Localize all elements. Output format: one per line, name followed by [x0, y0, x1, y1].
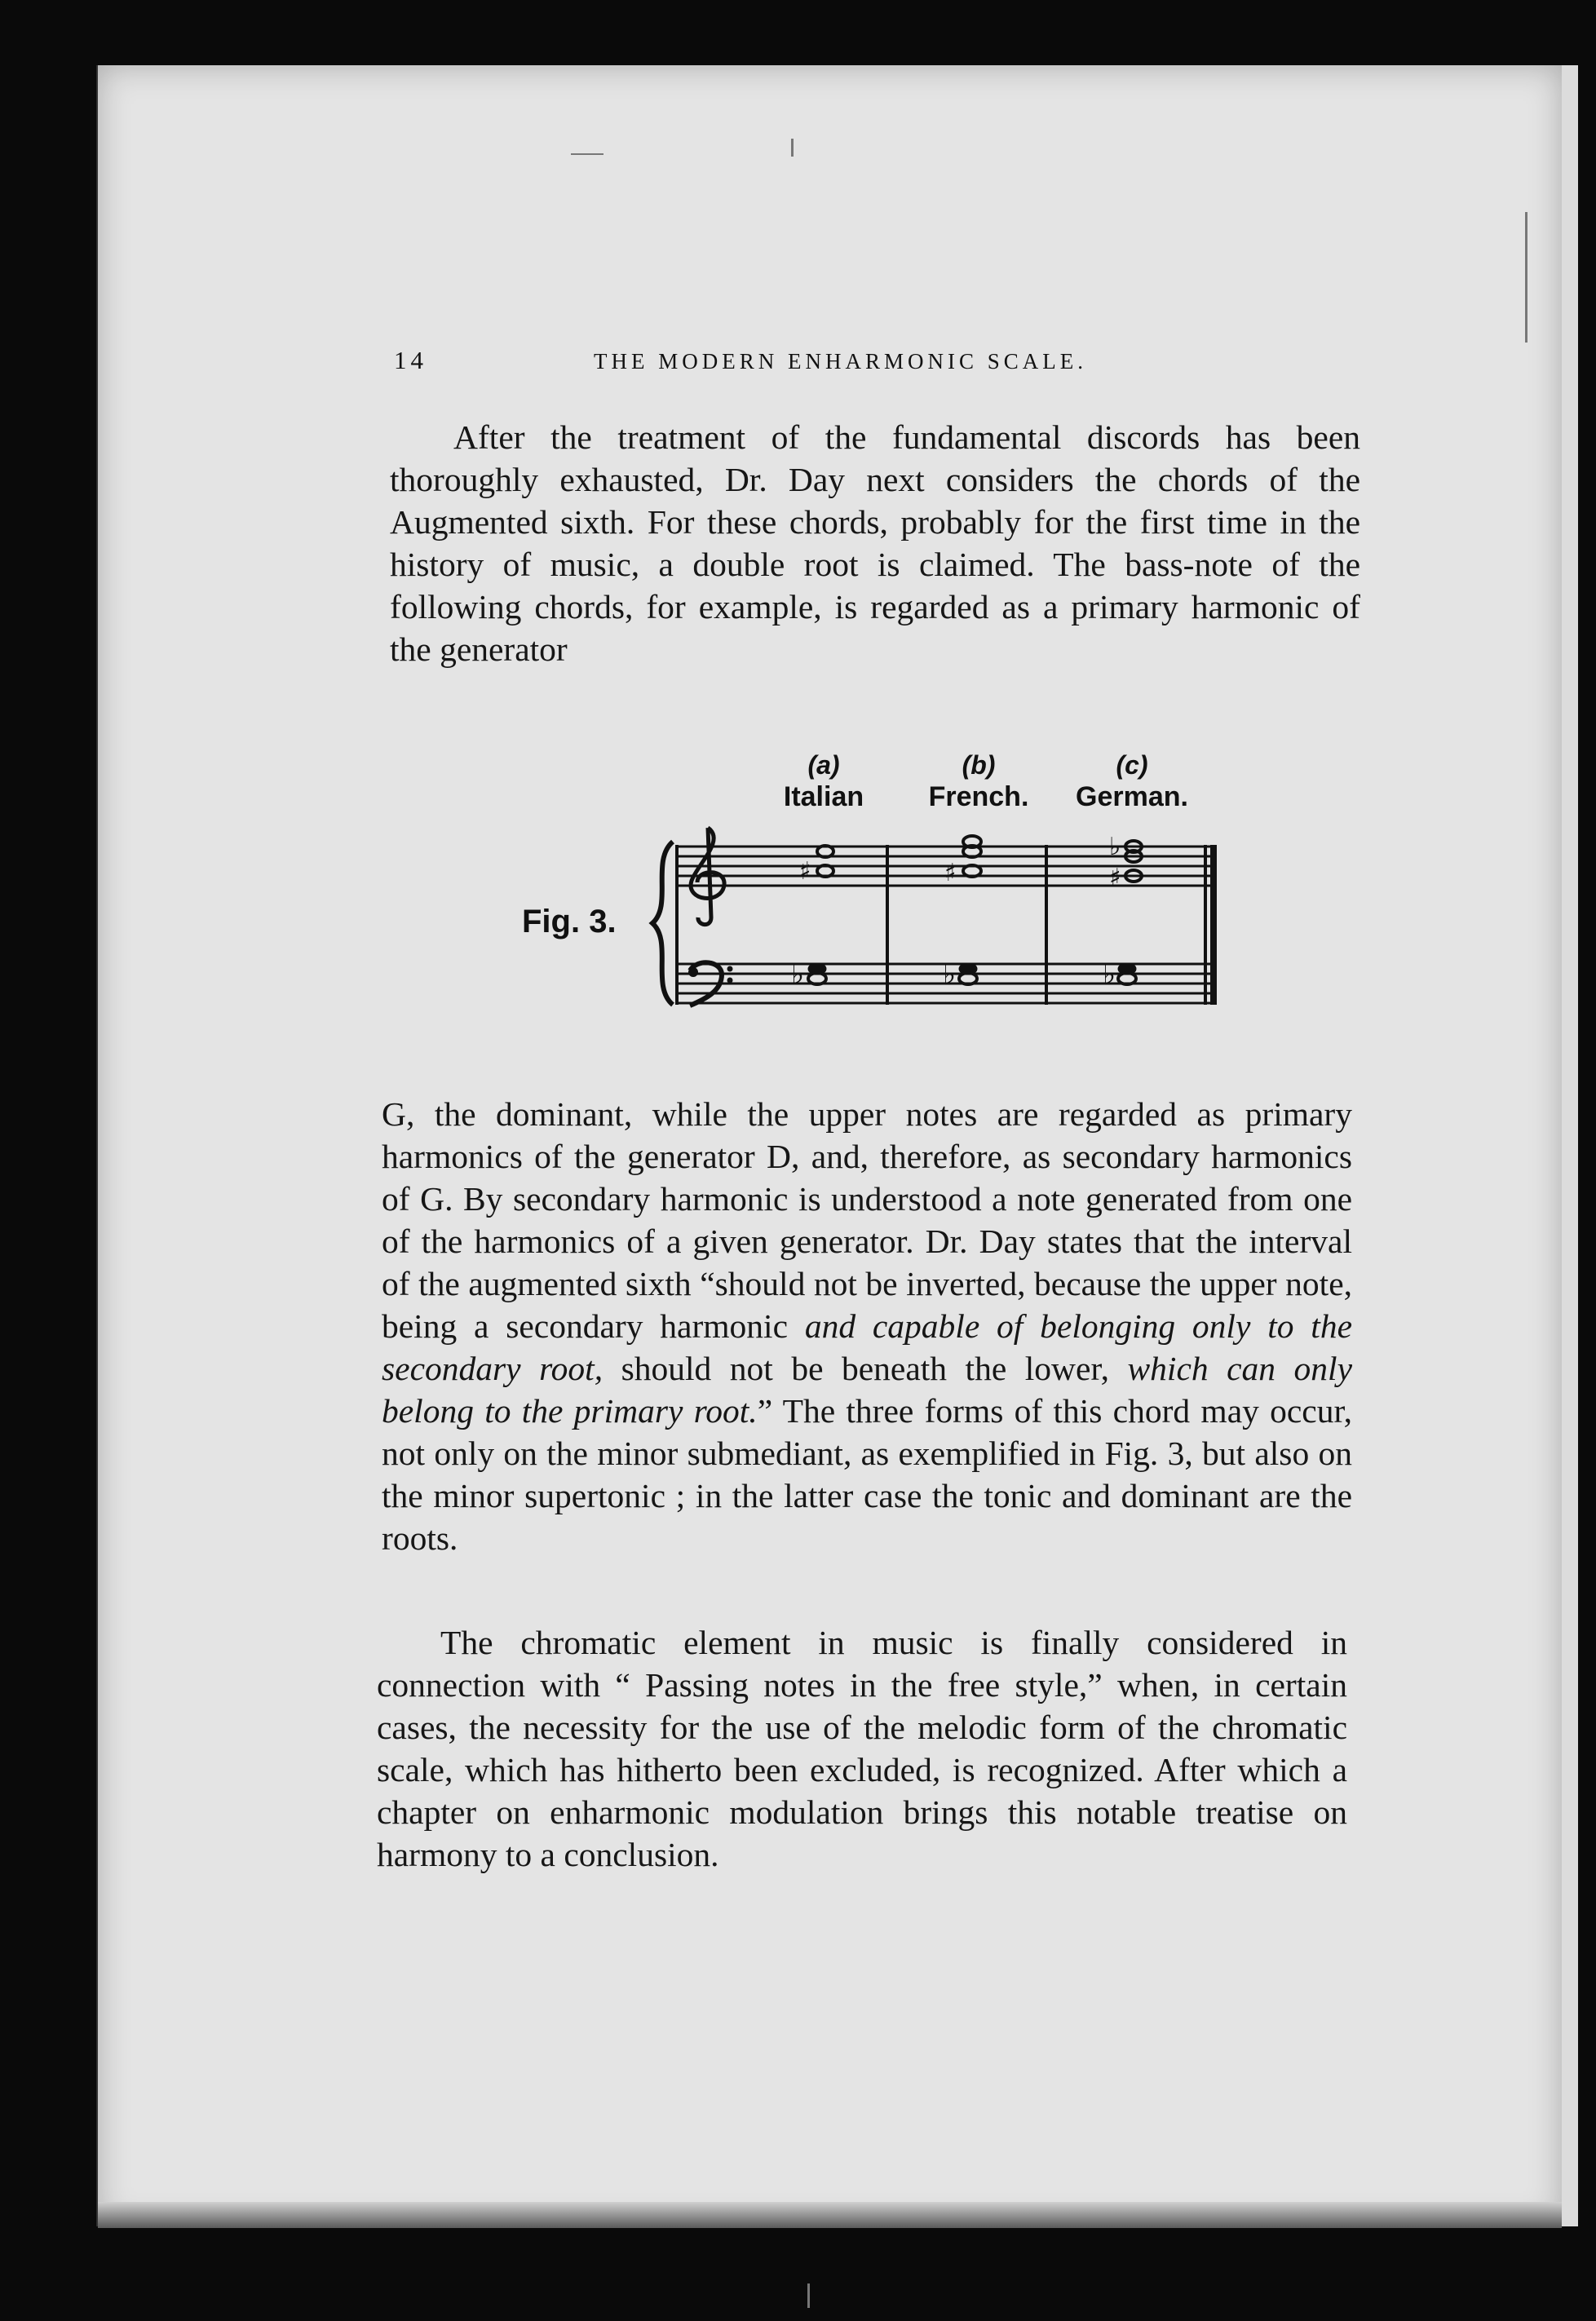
- running-title: THE MODERN ENHARMONIC SCALE.: [594, 349, 1087, 374]
- svg-text:♭: ♭: [1103, 958, 1116, 991]
- chord-name: German.: [1076, 781, 1188, 812]
- svg-text:♯: ♯: [944, 859, 957, 887]
- paragraph-2: [382, 1093, 1352, 1559]
- svg-text:♭: ♭: [1109, 833, 1121, 861]
- paragraph-3: The chromatic element in music is finally considered in connection with “ Passing notes in the free style,” when, in certain cases, the necessity for the use of the melodic form of the chromatic scale, which has hitherto been excluded, is recognized. After which a chapter on enharmonic modulation brings this notable treatise on harmony to a conclusion.: [377, 1624, 1347, 1873]
- page-bottom-edge: [98, 2202, 1562, 2228]
- chord-b-notes: [943, 836, 981, 991]
- page-number: 14: [394, 346, 427, 374]
- paragraph-1: After the treatment of the fundamental discords has been thoroughly exhausted, Dr. Day next considers the chords of the Augmented sixth. For these chords, probably for the first time in the history of music, a double root is claimed. The bass-note of the following chords, for example, is regarded as a primary harmonic of the generator: [390, 418, 1360, 668]
- scan-speck: [807, 2283, 810, 2308]
- chord-letter: (c): [1116, 750, 1148, 780]
- italic-quote-2: which can only belong to the primary root.: [382, 1350, 1353, 1430]
- italic-quote-1: and capable of belonging only to the secondary root,: [382, 1307, 1352, 1387]
- figure-3: [522, 750, 1240, 1028]
- chord-name: Italian: [783, 781, 864, 812]
- svg-text:♯: ♯: [799, 857, 811, 886]
- running-head: [394, 346, 1364, 387]
- paragraph-2-text: ” The three forms of this chord may occur, not only on the minor submediant, as exemplified in Fig. 3, but also on the minor supertonic ; in the latter case the tonic and dominant are the roots.: [382, 1392, 1352, 1557]
- chord-letter: (a): [807, 750, 840, 780]
- grand-staff-brace-icon: [652, 842, 673, 1005]
- chord-name: French.: [928, 781, 1029, 812]
- scan-speck: [1525, 212, 1527, 343]
- chord-letter: (b): [962, 750, 996, 780]
- musical-staff-notation: [522, 750, 1240, 1028]
- chord-a-notes: [791, 846, 833, 991]
- figure-label: Fig. 3.: [522, 904, 617, 939]
- svg-text:♭: ♭: [943, 958, 957, 991]
- facing-page-edge: [1562, 65, 1578, 2226]
- paragraph-2-text: G, the dominant, while the upper notes are regarded as primary harmonics of the generator D, and, therefore, as secondary harmonics of G. By secondary harmonic is understood a note generated from one of the harmonics of a given generator. Dr. Day states that the interval of the augmented sixth “should not be inverted, because the upper note, being a secondary harmonic: [382, 1095, 1352, 1345]
- svg-text:♭: ♭: [791, 958, 805, 991]
- svg-text:♯: ♯: [1109, 864, 1121, 892]
- paragraph-2-text: should not be beneath the lower,: [603, 1350, 1128, 1387]
- scan-speck: [791, 139, 794, 157]
- scan-speck: [571, 153, 603, 155]
